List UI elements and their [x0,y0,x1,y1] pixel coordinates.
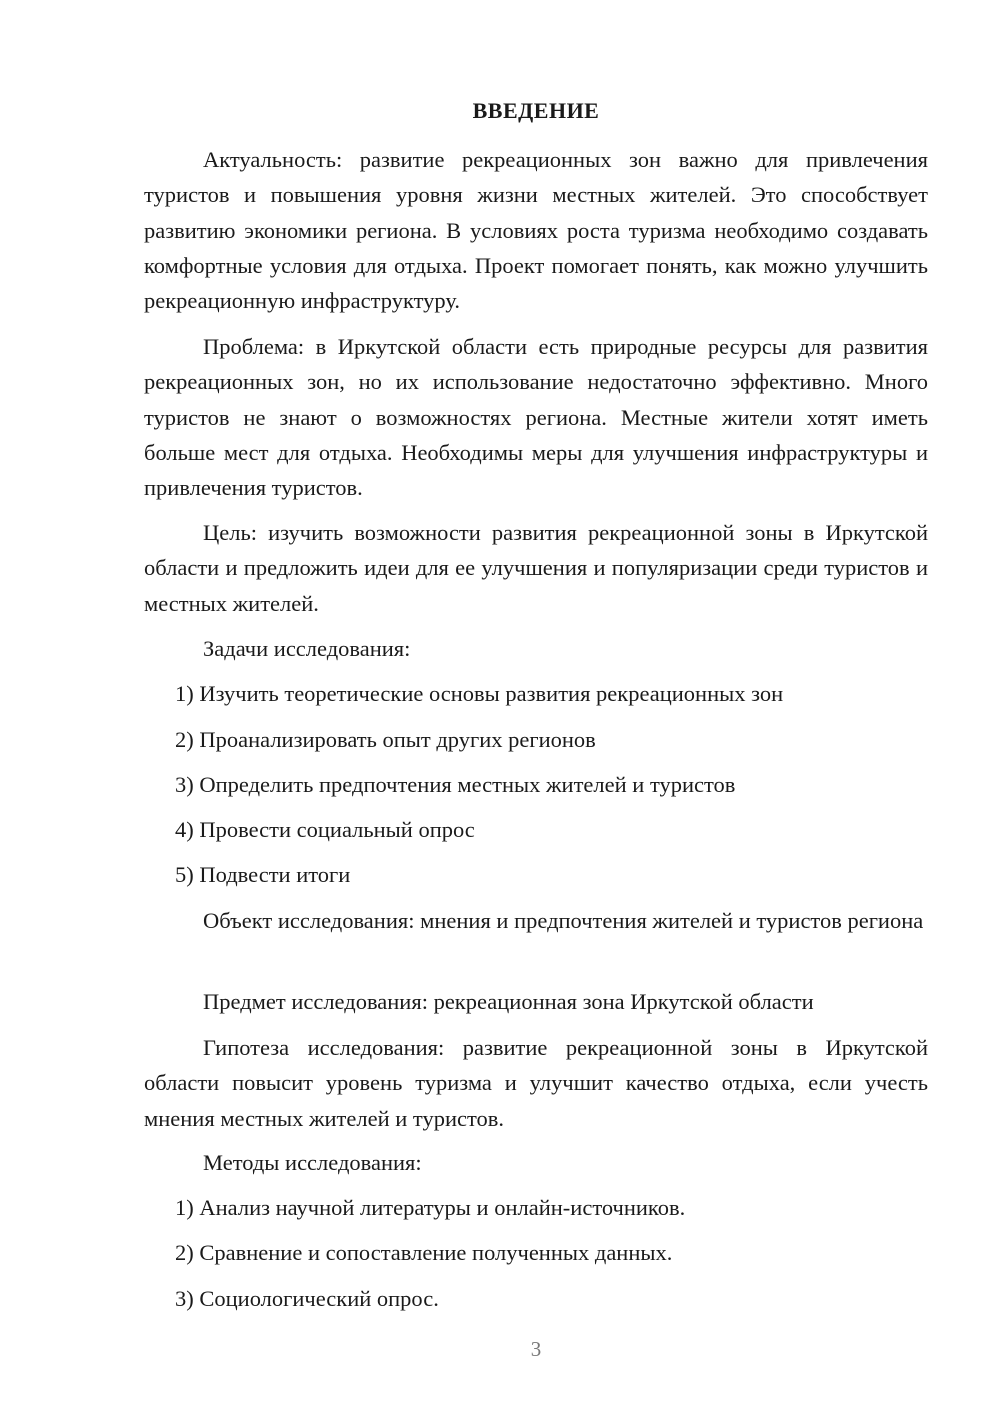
method-item: 3) Социологический опрос. [175,1286,439,1311]
tasks-label: Задачи исследования: [203,636,411,661]
subject-paragraph: Предмет исследования: рекреационная зона Иркутской области [203,989,814,1014]
goal-paragraph: Цель: изучить возможности развития рекреационной зоны в Иркутской области и предложить идеи для ее улучшения и популяризации среди туристов и местных жителей. [144,520,928,616]
hypothesis-paragraph: Гипотеза исследования: развитие рекреационной зоны в Иркутской области повысит уровень туризма и улучшит качество отдыха, если учесть мнения местных жителей и туристов. [144,1035,928,1131]
problem-paragraph: Проблема: в Иркутской области есть природные ресурсы для развития рекреационных зон, но их использование недостаточно эффективно. Много туристов не знают о возможностях региона. Местные жители хотят иметь больше мест для отдыха. Необходимы меры для улучшения инфраструктуры и привлечения туристов. [144,334,928,501]
task-item: 2) Проанализировать опыт других регионов [175,727,596,752]
task-item: 3) Определить предпочтения местных жителей и туристов [175,772,736,797]
method-item: 2) Сравнение и сопоставление полученных данных. [175,1240,673,1265]
page-number: 3 [530,1337,542,1361]
relevance-paragraph: Актуальность: развитие рекреационных зон важно для привлечения туристов и повышения уровня жизни местных жителей. Это способствует развитию экономики региона. В условиях роста туризма необходимо создавать комфортные условия для отдыха. Проект помогает понять, как можно улучшить рекреационную инфраструктуру. [144,147,928,314]
method-item: 1) Анализ научной литературы и онлайн-источников. [175,1195,686,1220]
task-item: 1) Изучить теоретические основы развития рекреационных зон [175,681,784,706]
task-item: 5) Подвести итоги [175,862,351,887]
methods-label: Методы исследования: [203,1150,422,1175]
task-item: 4) Провести социальный опрос [175,817,475,842]
section-heading: ВВЕДЕНИЕ [472,98,600,123]
object-paragraph: Объект исследования: мнения и предпочтения жителей и туристов региона [203,908,924,933]
